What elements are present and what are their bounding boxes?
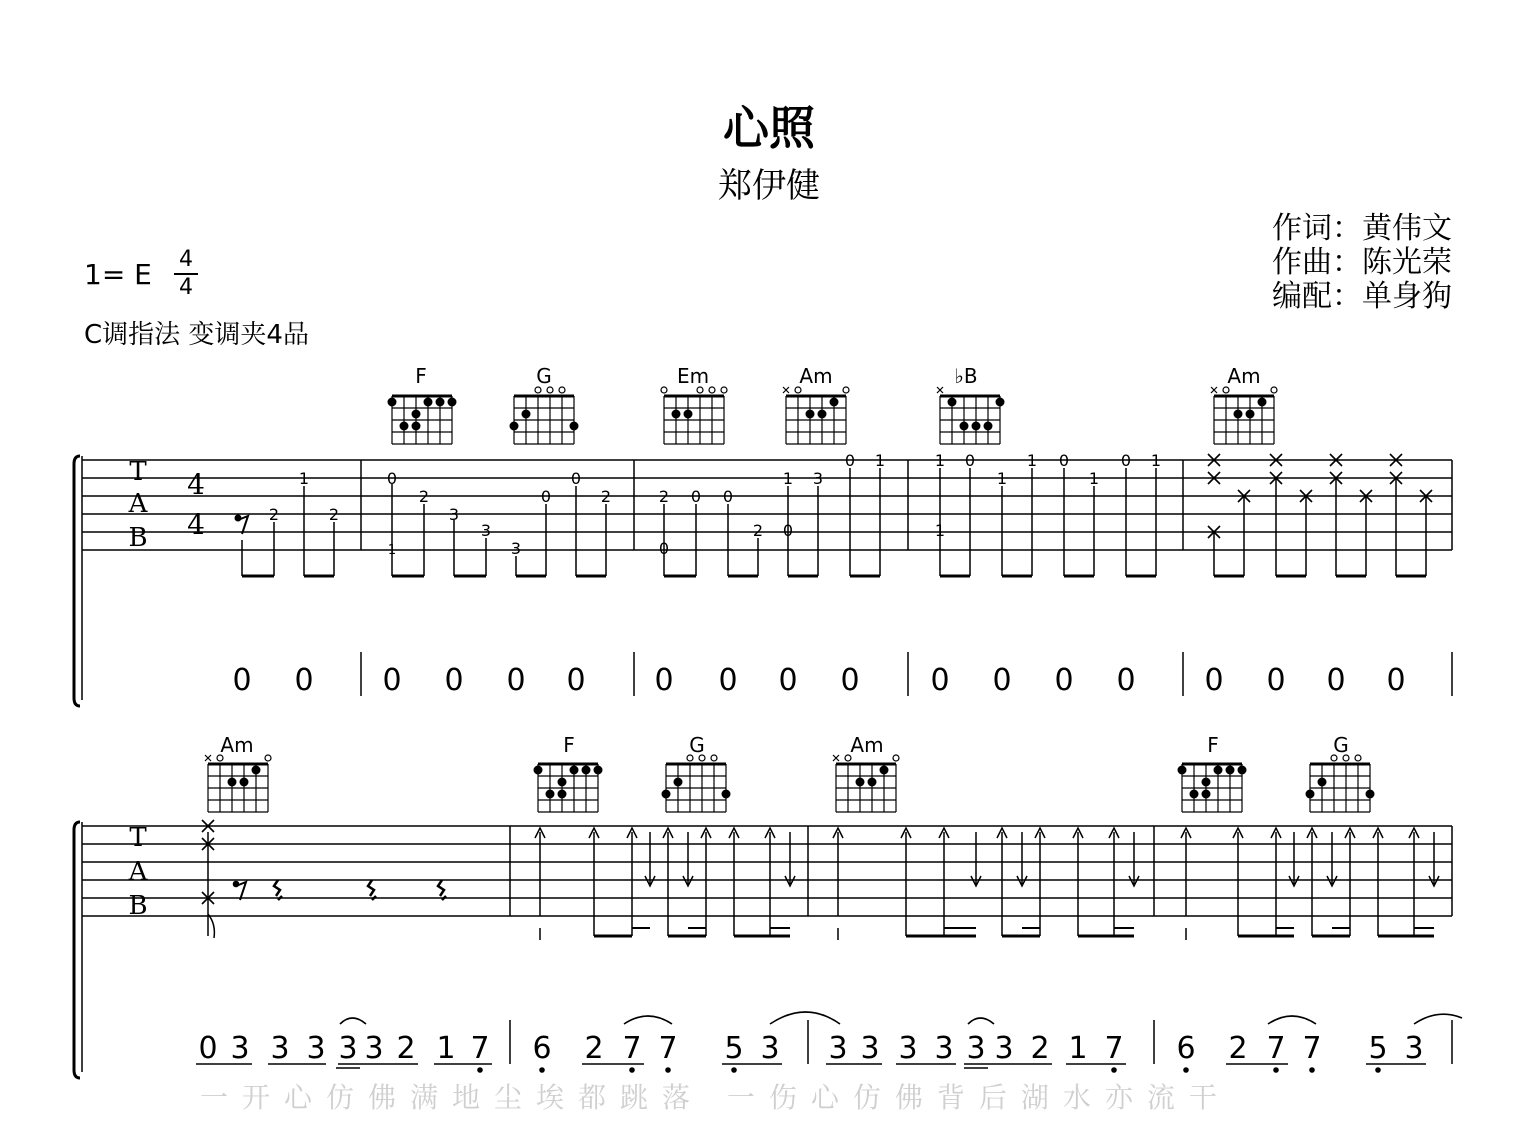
chord-finger-dot bbox=[400, 422, 408, 430]
chord-diagram bbox=[388, 396, 456, 444]
chord-muted-string bbox=[833, 755, 839, 761]
notation-note: 2 bbox=[1030, 1031, 1050, 1066]
chord-finger-dot bbox=[436, 398, 444, 406]
chord-finger-dot bbox=[558, 778, 566, 786]
tab-letter-a: A bbox=[128, 857, 148, 887]
notation-note: 5 bbox=[1368, 1031, 1388, 1066]
chord-finger-dot bbox=[806, 410, 814, 418]
fret-number: 0 bbox=[540, 487, 552, 506]
notation-note: 0 bbox=[1386, 663, 1406, 698]
chord-diagram bbox=[833, 755, 899, 812]
notation-note: 0 bbox=[1116, 663, 1136, 698]
chord-finger-dot bbox=[240, 778, 248, 786]
fret-number: 1 bbox=[1026, 451, 1038, 470]
chord-finger-dot bbox=[522, 410, 530, 418]
notation-note: 3 bbox=[1404, 1031, 1424, 1066]
notation-note: 0 bbox=[718, 663, 738, 698]
chord-finger-dot bbox=[546, 790, 554, 798]
chord-finger-dot bbox=[684, 410, 692, 418]
chord-diagram bbox=[205, 755, 271, 812]
tab-letter-t: T bbox=[129, 823, 147, 853]
chord-name: F bbox=[415, 364, 427, 388]
chord-diagram bbox=[510, 387, 578, 444]
chord-finger-dot bbox=[948, 398, 956, 406]
notation-note: 0 bbox=[506, 663, 526, 698]
fret-number: 0 bbox=[690, 487, 702, 506]
chord-muted-string bbox=[937, 387, 943, 393]
chord-finger-dot bbox=[880, 766, 888, 774]
notation-note: 7 bbox=[1302, 1031, 1322, 1066]
eighth-rest-1 bbox=[236, 516, 249, 535]
chord-open-string bbox=[559, 387, 565, 393]
notation-2 bbox=[198, 1031, 1423, 1066]
chord-open-string bbox=[1355, 755, 1361, 761]
chord-name: G bbox=[1333, 733, 1349, 757]
chord-finger-dot bbox=[1226, 766, 1234, 774]
chord-muted-string bbox=[205, 755, 211, 761]
fret-number: 2 bbox=[328, 505, 340, 524]
notation-note: 0 bbox=[232, 663, 252, 698]
chord-open-string bbox=[795, 387, 801, 393]
tab-letter-t: T bbox=[129, 457, 147, 487]
fret-number: 1 bbox=[874, 451, 886, 470]
chord-names-2 bbox=[220, 733, 1348, 757]
tab-timesig-bottom: 4 bbox=[187, 508, 205, 541]
chord-open-string bbox=[1223, 387, 1229, 393]
tab-letter-b: B bbox=[128, 523, 148, 553]
notation-note: 3 bbox=[828, 1031, 848, 1066]
chord-open-string bbox=[1271, 387, 1277, 393]
chord-finger-dot bbox=[1190, 790, 1198, 798]
key-signature: 1= E bbox=[84, 258, 152, 291]
chord-open-string bbox=[709, 387, 715, 393]
fret-number: 1 bbox=[934, 451, 946, 470]
notation-1 bbox=[232, 663, 1405, 698]
chord-diagram bbox=[661, 387, 727, 444]
notation-note: 7 bbox=[1266, 1031, 1286, 1066]
chord-finger-dot bbox=[412, 410, 420, 418]
chord-finger-dot bbox=[1202, 778, 1210, 786]
chord-finger-dot bbox=[570, 766, 578, 774]
notation-note: 0 bbox=[382, 663, 402, 698]
chord-finger-dot bbox=[1214, 766, 1222, 774]
chord-finger-dot bbox=[252, 766, 260, 774]
chord-diagram bbox=[937, 387, 1004, 444]
chord-diagrams bbox=[205, 387, 1374, 812]
chord-muted-string bbox=[783, 387, 789, 393]
notation-note: 0 bbox=[1266, 663, 1286, 698]
fret-number: 1 bbox=[996, 469, 1008, 488]
notation-note: 7 bbox=[1104, 1031, 1124, 1066]
fret-number: 0 bbox=[1058, 451, 1070, 470]
tab-clef-2 bbox=[128, 823, 149, 921]
chord-diagram bbox=[783, 387, 849, 444]
fret-numbers-1 bbox=[269, 451, 1161, 558]
song-title: 心照 bbox=[723, 101, 815, 155]
chord-finger-dot bbox=[868, 778, 876, 786]
chord-open-string bbox=[661, 387, 667, 393]
notation-note: 0 bbox=[294, 663, 314, 698]
notation-note: 0 bbox=[778, 663, 798, 698]
notation-note: 3 bbox=[230, 1031, 250, 1066]
fret-number: 1 bbox=[1150, 451, 1162, 470]
notation-note: 0 bbox=[654, 663, 674, 698]
fret-number: 2 bbox=[752, 521, 764, 540]
fret-number: 1 bbox=[934, 521, 946, 540]
chord-open-string bbox=[843, 387, 849, 393]
notation-note: 3 bbox=[934, 1031, 954, 1066]
chord-diagram bbox=[1211, 387, 1277, 444]
chord-finger-dot bbox=[984, 422, 992, 430]
notation-note: 3 bbox=[994, 1031, 1014, 1066]
notation-note: 2 bbox=[584, 1031, 604, 1066]
chord-finger-dot bbox=[1318, 778, 1326, 786]
chord-finger-dot bbox=[996, 398, 1004, 406]
composer: 作曲：陈光荣 bbox=[1272, 245, 1452, 280]
notation-note: 0 bbox=[930, 663, 950, 698]
notation-note: 3 bbox=[966, 1031, 986, 1066]
chord-name: F bbox=[563, 733, 575, 757]
chord-finger-dot bbox=[1202, 790, 1210, 798]
chord-name: ♭B bbox=[954, 364, 978, 388]
fret-number: 0 bbox=[964, 451, 976, 470]
lyrics-faded: 一开心仿佛满地尘埃都跳落 一伤心仿佛背后湖水亦流干 bbox=[200, 1081, 1231, 1114]
chord-diagram bbox=[662, 755, 730, 812]
chord-open-string bbox=[721, 387, 727, 393]
fret-number: 0 bbox=[782, 521, 794, 540]
fret-number: 0 bbox=[570, 469, 582, 488]
chord-finger-dot bbox=[424, 398, 432, 406]
notation-note: 0 bbox=[1054, 663, 1074, 698]
notation-note: 0 bbox=[444, 663, 464, 698]
fret-number: 1 bbox=[1088, 469, 1100, 488]
notation-note: 7 bbox=[622, 1031, 642, 1066]
notation-note: 0 bbox=[198, 1031, 218, 1066]
notation-note: 7 bbox=[658, 1031, 678, 1066]
chord-finger-dot bbox=[448, 398, 456, 406]
chord-name: Am bbox=[799, 364, 833, 388]
notation-note: 0 bbox=[1204, 663, 1224, 698]
notation-note: 3 bbox=[270, 1031, 290, 1066]
chord-open-string bbox=[711, 755, 717, 761]
notation-note: 6 bbox=[532, 1031, 552, 1066]
tab-timesig-top: 4 bbox=[187, 468, 205, 501]
chord-open-string bbox=[265, 755, 271, 761]
chord-finger-dot bbox=[534, 766, 542, 774]
chord-finger-dot bbox=[594, 766, 602, 774]
lyricist: 作词：黄伟文 bbox=[1272, 211, 1452, 246]
notation-note: 0 bbox=[1326, 663, 1346, 698]
fret-number: 0 bbox=[844, 451, 856, 470]
chord-finger-dot bbox=[1258, 398, 1266, 406]
chord-finger-dot bbox=[972, 422, 980, 430]
chord-finger-dot bbox=[818, 410, 826, 418]
system1-staff bbox=[74, 456, 1452, 706]
notation-note: 2 bbox=[1228, 1031, 1248, 1066]
fret-number: 0 bbox=[386, 469, 398, 488]
fret-number: 3 bbox=[812, 469, 824, 488]
capo-note: C调指法 变调夹4品 bbox=[84, 320, 309, 350]
notation-note: 7 bbox=[470, 1031, 490, 1066]
fret-number: 1 bbox=[387, 543, 397, 558]
fret-number: 2 bbox=[418, 487, 430, 506]
chord-name: Am bbox=[850, 733, 884, 757]
chord-finger-dot bbox=[960, 422, 968, 430]
chord-diagram bbox=[1306, 755, 1374, 812]
fret-number: 2 bbox=[600, 487, 612, 506]
chord-finger-dot bbox=[1178, 766, 1186, 774]
chord-name: G bbox=[536, 364, 552, 388]
chord-name: Am bbox=[220, 733, 254, 757]
chord-open-string bbox=[893, 755, 899, 761]
chord-name: Am bbox=[1227, 364, 1261, 388]
notation-note: 0 bbox=[566, 663, 586, 698]
fret-number: 3 bbox=[480, 521, 492, 540]
chord-name: G bbox=[689, 733, 705, 757]
chord-finger-dot bbox=[674, 778, 682, 786]
notation-note: 3 bbox=[760, 1031, 780, 1066]
tab-letter-b: B bbox=[128, 891, 148, 921]
chord-finger-dot bbox=[830, 398, 838, 406]
notation-note: 6 bbox=[1176, 1031, 1196, 1066]
chord-finger-dot bbox=[228, 778, 236, 786]
notation-note: 3 bbox=[898, 1031, 918, 1066]
notation-note: 2 bbox=[396, 1031, 416, 1066]
fret-number: 3 bbox=[510, 539, 522, 558]
notation-note: 5 bbox=[724, 1031, 744, 1066]
chord-diagram bbox=[1178, 764, 1246, 812]
chord-finger-dot bbox=[582, 766, 590, 774]
chord-open-string bbox=[845, 755, 851, 761]
notation-note: 0 bbox=[840, 663, 860, 698]
tab-clef-1 bbox=[128, 457, 205, 553]
notation-note: 3 bbox=[338, 1031, 358, 1066]
notation-note: 3 bbox=[306, 1031, 326, 1066]
fret-number: 0 bbox=[722, 487, 734, 506]
chord-finger-dot bbox=[722, 790, 730, 798]
time-signature-bottom: 4 bbox=[179, 275, 193, 300]
fret-number: 3 bbox=[448, 505, 460, 524]
chord-finger-dot bbox=[558, 790, 566, 798]
notation-note: 0 bbox=[992, 663, 1012, 698]
chord-finger-dot bbox=[1366, 790, 1374, 798]
notation-note: 1 bbox=[436, 1031, 456, 1066]
fret-number: 1 bbox=[298, 469, 310, 488]
notation-note: 3 bbox=[860, 1031, 880, 1066]
chord-name: Em bbox=[676, 364, 710, 388]
fret-number: 0 bbox=[1120, 451, 1132, 470]
chord-finger-dot bbox=[662, 790, 670, 798]
chord-muted-string bbox=[1211, 387, 1217, 393]
chord-finger-dot bbox=[388, 398, 396, 406]
notation-note: 3 bbox=[364, 1031, 384, 1066]
chord-finger-dot bbox=[412, 422, 420, 430]
chord-name: F bbox=[1207, 733, 1219, 757]
notation-note: 1 bbox=[1068, 1031, 1088, 1066]
time-signature-top: 4 bbox=[179, 247, 193, 272]
chord-diagram bbox=[534, 764, 602, 812]
fret-number: 0 bbox=[658, 539, 670, 558]
chord-finger-dot bbox=[510, 422, 518, 430]
arranger: 编配：单身狗 bbox=[1272, 279, 1452, 314]
chord-finger-dot bbox=[1238, 766, 1246, 774]
song-artist: 郑伊健 bbox=[718, 166, 820, 206]
chord-names-1 bbox=[415, 364, 1260, 388]
fret-number: 2 bbox=[658, 487, 670, 506]
fret-number: 2 bbox=[268, 505, 280, 524]
chord-finger-dot bbox=[672, 410, 680, 418]
chord-finger-dot bbox=[856, 778, 864, 786]
chord-finger-dot bbox=[1246, 410, 1254, 418]
chord-finger-dot bbox=[570, 422, 578, 430]
fret-number: 1 bbox=[782, 469, 794, 488]
chord-finger-dot bbox=[1306, 790, 1314, 798]
tab-letter-a: A bbox=[128, 489, 148, 519]
chord-finger-dot bbox=[1234, 410, 1242, 418]
